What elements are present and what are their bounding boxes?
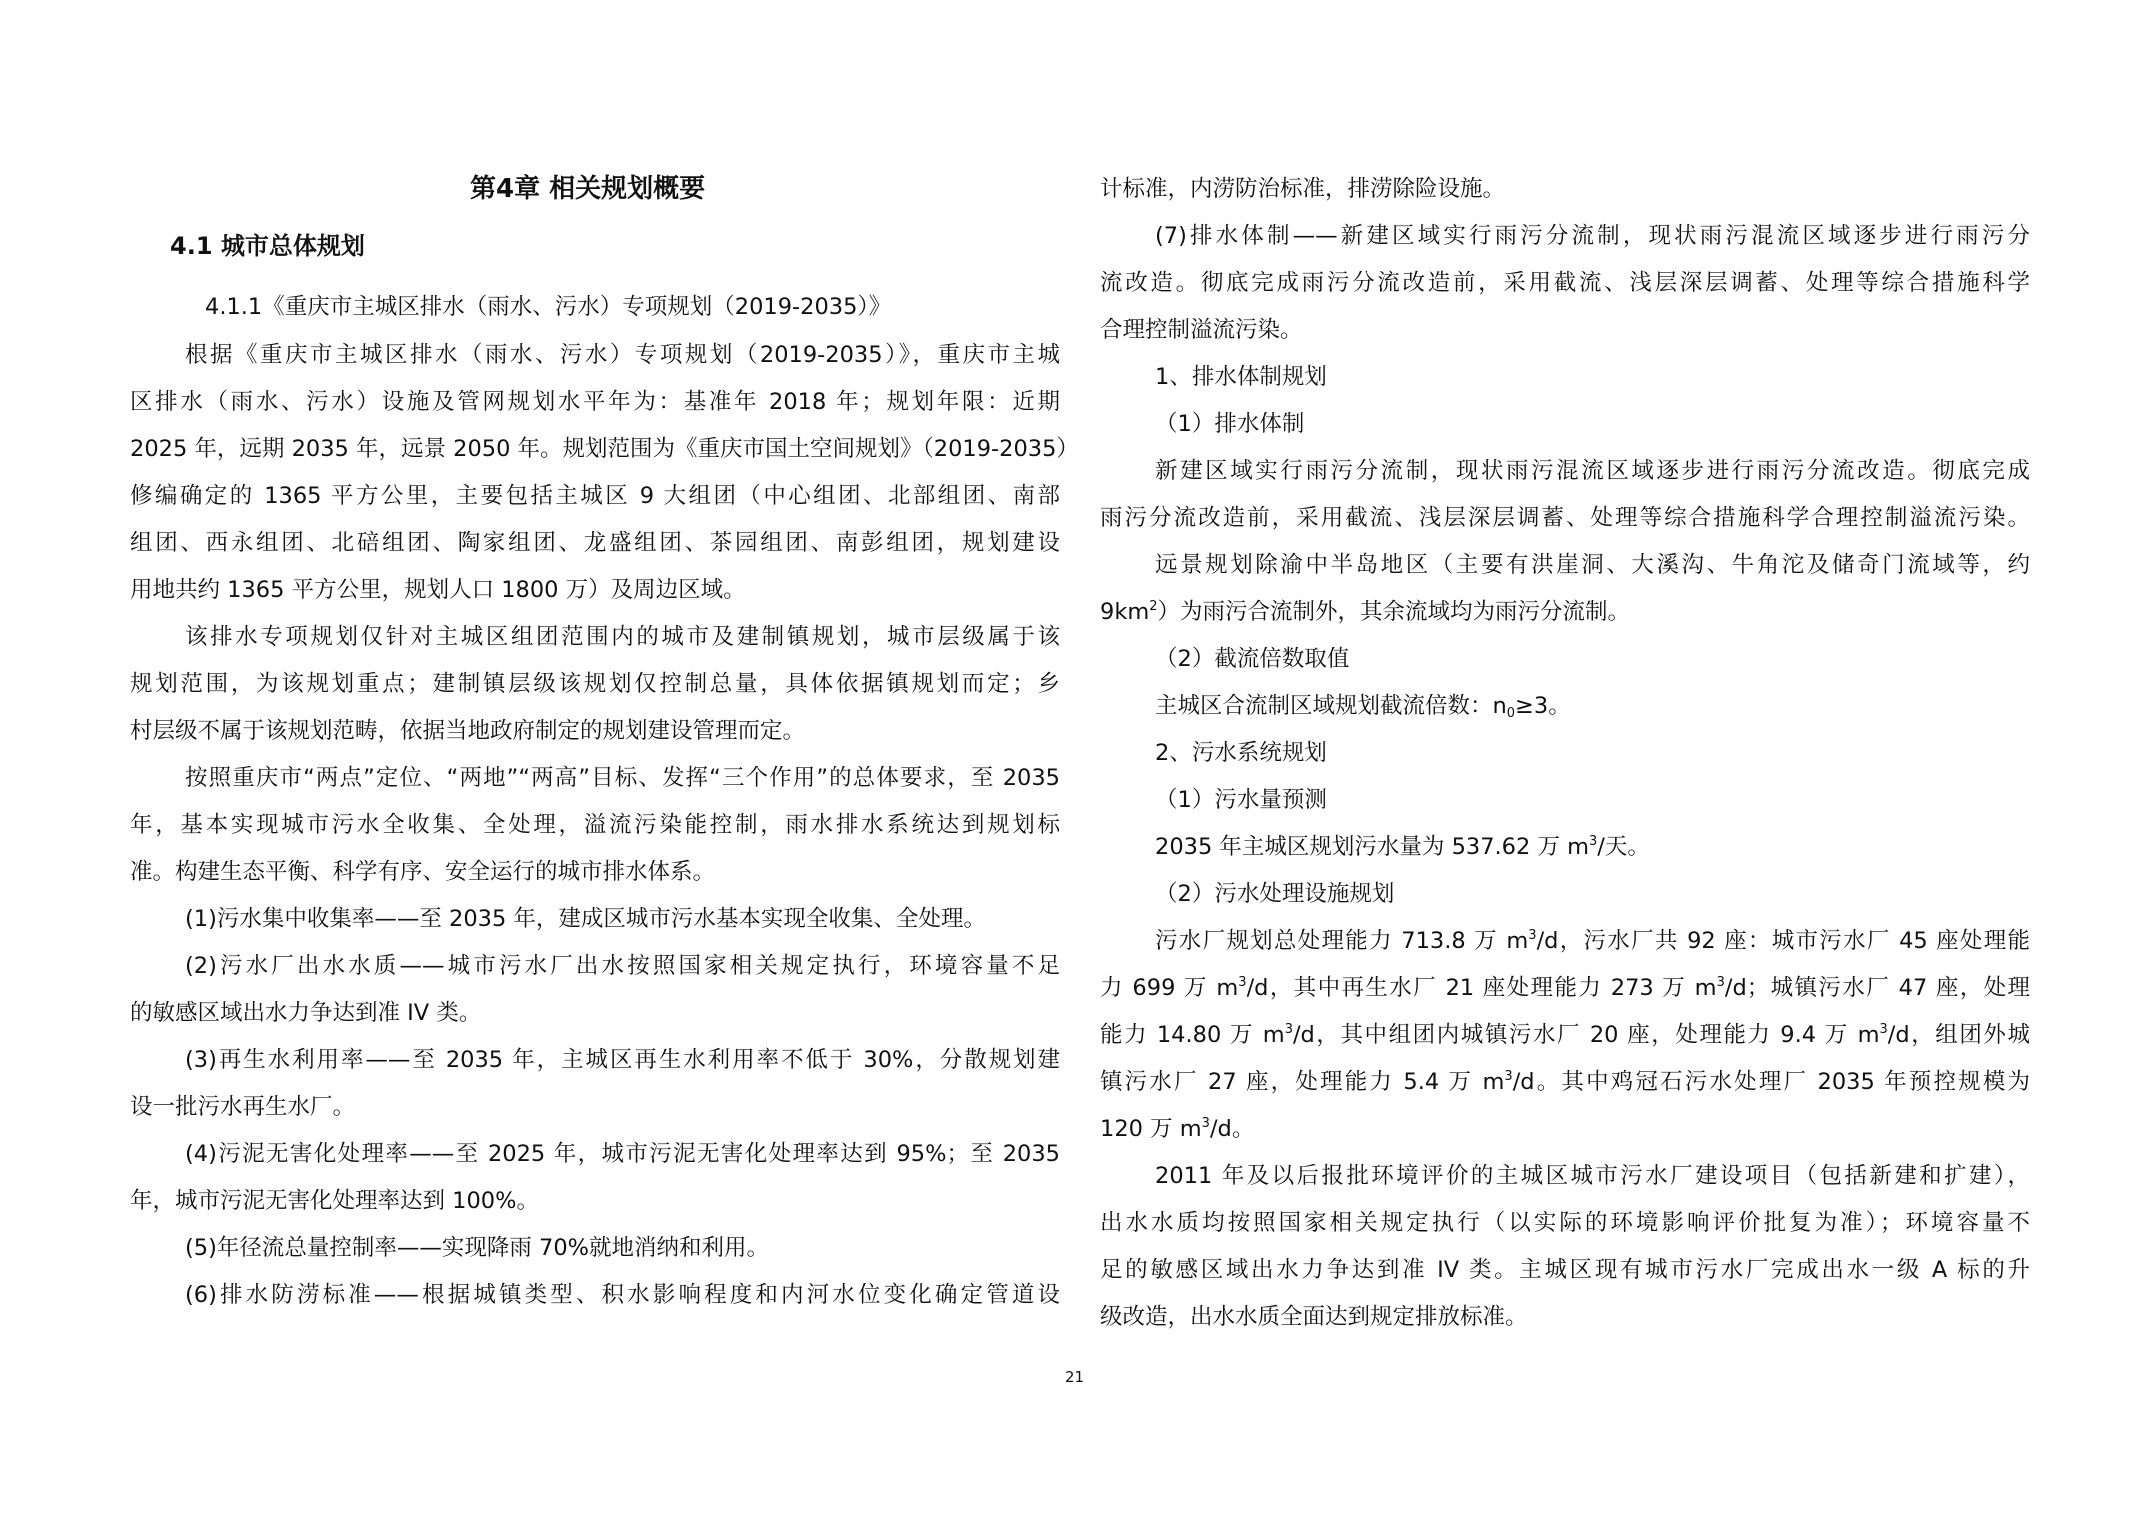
- subscript: 0: [1506, 706, 1516, 721]
- chapter-title: 第4章 相关规划概要: [470, 174, 706, 204]
- body-line-capacity: [1100, 971, 2030, 1005]
- text-segment: /d，污水厂共 92 座：城市污水厂 45 座处理能: [1536, 928, 2030, 954]
- subheading: （2）截流倍数取值: [1155, 646, 1350, 672]
- subheading: （2）污水处理设施规划: [1155, 881, 1395, 907]
- body-line: 年，城市污泥无害化处理率达到 100%。: [130, 1188, 539, 1214]
- body-line: 修编确定的 1365 平方公里，主要包括主城区 9 大组团（中心组团、北部组团、南部: [130, 483, 1060, 509]
- page-number: 21: [1064, 1368, 1085, 1386]
- body-line: 规划范围，为该规划重点；建制镇层级该规划仅控制总量，具体依据镇规划而定；乡: [130, 671, 1060, 697]
- body-line: 合理控制溢流污染。: [1100, 317, 1303, 343]
- text-segment: 镇污水厂 27 座，处理能力 5.4 万 m: [1100, 1069, 1505, 1095]
- text-segment: 2035 年主城区规划污水量为 537.62 万 m: [1155, 834, 1590, 860]
- body-line: 设一批污水再生水厂。: [130, 1094, 356, 1120]
- text-segment: /d；城镇污水厂 47 座，处理: [1724, 975, 2030, 1001]
- text-segment: /d，组团外城: [1887, 1022, 2030, 1048]
- text-segment: /d。: [1209, 1116, 1255, 1142]
- subheading: （1）排水体制: [1155, 411, 1305, 437]
- body-line: 2025 年，远期 2035 年，远景 2050 年。规划范围为《重庆市国土空间规划》（2019-2035）: [130, 436, 1079, 462]
- superscript: 3: [1284, 1022, 1293, 1037]
- body-line: (6)排水防涝标准——根据城镇类型、积水影响程度和内河水位变化确定管道设: [185, 1282, 1060, 1308]
- body-line: 2011 年及以后报批环境评价的主城区城市污水厂建设项目（包括新建和扩建），: [1155, 1163, 2030, 1189]
- body-line-capacity: [1100, 1112, 1254, 1146]
- body-line: 准。构建生态平衡、科学有序、安全运行的城市排水体系。: [130, 859, 716, 885]
- text-segment: /天。: [1597, 834, 1650, 860]
- body-line: 出水水质均按照国家相关规定执行（以实际的环境影响评价批复为准）；环境容量不: [1100, 1210, 2030, 1236]
- subsection-title: 4.1.1《重庆市主城区排水（雨水、污水）专项规划（2019-2035）》: [205, 294, 892, 320]
- heading-drainage-system: 1、排水体制规划: [1155, 364, 1327, 390]
- body-line: 足的敏感区域出水力争达到准 IV 类。主城区现有城市污水厂完成出水一级 A 标的升: [1100, 1257, 2030, 1283]
- body-line: (5)年径流总量控制率——实现降雨 70%就地消纳和利用。: [185, 1235, 770, 1261]
- body-line-capacity: [1100, 1065, 2030, 1099]
- body-line: (2)污水厂出水水质——城市污水厂出水按照国家相关规定执行，环境容量不足: [185, 953, 1060, 979]
- body-line: 年，基本实现城市污水全收集、全处理，溢流污染能控制，雨水排水系统达到规划标: [130, 812, 1060, 838]
- subheading: （1）污水量预测: [1155, 787, 1327, 813]
- body-line: 级改造，出水水质全面达到规定排放标准。: [1100, 1304, 1528, 1330]
- text-segment: /d，其中再生水厂 21 座处理能力 273 万 m: [1246, 975, 1717, 1001]
- body-line-capacity: [1155, 924, 2030, 958]
- body-line: 区排水（雨水、污水）设施及管网规划水平年为：基准年 2018 年；规划年限：近期: [130, 389, 1060, 415]
- body-line-area: [1100, 595, 1630, 629]
- text-segment: 9km: [1100, 599, 1150, 625]
- body-line: 该排水专项规划仅针对主城区组团范围内的城市及建制镇规划，城市层级属于该: [185, 624, 1060, 650]
- body-line: (4)污泥无害化处理率——至 2025 年，城市污泥无害化处理率达到 95%；至 2035: [185, 1141, 1060, 1167]
- body-line: 根据《重庆市主城区排水（雨水、污水）专项规划（2019-2035）》，重庆市主城: [185, 342, 1060, 368]
- body-line-interception: [1155, 689, 1571, 723]
- body-line: (1)污水集中收集率——至 2035 年，建成区城市污水基本实现全收集、全处理。: [185, 906, 986, 932]
- body-line: (3)再生水利用率——至 2035 年，主城区再生水利用率不低于 30%，分散规划建: [185, 1047, 1060, 1073]
- body-line: 的敏感区域出水力争达到准 IV 类。: [130, 1000, 482, 1026]
- superscript: 2: [1149, 599, 1158, 614]
- body-line: 用地共约 1365 平方公里，规划人口 1800 万）及周边区域。: [130, 577, 746, 603]
- body-line: 组团、西永组团、北碚组团、陶家组团、龙盛组团、茶园组团、南彭组团，规划建设: [130, 530, 1060, 556]
- text-segment: ）为雨污合流制外，其余流域均为雨污分流制。: [1157, 599, 1631, 625]
- body-line-capacity: [1100, 1018, 2030, 1052]
- text-segment: 主城区合流制区域规划截流倍数：n: [1155, 693, 1507, 719]
- superscript: 3: [1528, 928, 1537, 943]
- text-segment: /d。其中鸡冠石污水处理厂 2035 年预控规模为: [1512, 1069, 2030, 1095]
- text-segment: 力 699 万 m: [1100, 975, 1239, 1001]
- text-segment: 120 万 m: [1100, 1116, 1202, 1142]
- superscript: 3: [1716, 975, 1725, 990]
- body-line: 新建区域实行雨污分流制，现状雨污混流区域逐步进行雨污分流改造。彻底完成: [1155, 458, 2030, 484]
- body-line: 流改造。彻底完成雨污分流改造前，采用截流、浅层深层调蓄、处理等综合措施科学: [1100, 270, 2030, 296]
- body-line: 远景规划除渝中半岛地区（主要有洪崖洞、大溪沟、牛角沱及储奇门流域等，约: [1155, 552, 2030, 578]
- body-line: 雨污分流改造前，采用截流、浅层深层调蓄、处理等综合措施科学合理控制溢流污染。: [1100, 505, 2030, 531]
- text-segment: /d，其中组团内城镇污水厂 20 座，处理能力 9.4 万 m: [1292, 1022, 1880, 1048]
- superscript: 3: [1238, 975, 1247, 990]
- superscript: 3: [1201, 1116, 1210, 1131]
- body-line: 按照重庆市“两点”定位、“两地”“两高”目标、发挥“三个作用”的总体要求，至 2035: [185, 765, 1060, 791]
- body-line: (7)排水体制——新建区域实行雨污分流制，现状雨污混流区域逐步进行雨污分: [1155, 223, 2030, 249]
- heading-sewage-system: 2、污水系统规划: [1155, 740, 1327, 766]
- section-title: 4.1 城市总体规划: [170, 232, 365, 260]
- body-line: 村层级不属于该规划范畴，依据当地政府制定的规划建设管理而定。: [130, 718, 806, 744]
- body-line: 计标准，内涝防治标准，排涝除险设施。: [1100, 176, 1506, 202]
- superscript: 3: [1589, 834, 1598, 849]
- text-segment: 能力 14.80 万 m: [1100, 1022, 1285, 1048]
- superscript: 3: [1504, 1069, 1513, 1084]
- text-segment: 污水厂规划总处理能力 713.8 万 m: [1155, 928, 1529, 954]
- superscript: 3: [1879, 1022, 1888, 1037]
- text-segment: ≥3。: [1515, 693, 1571, 719]
- body-line-sewage-volume: [1155, 830, 1650, 864]
